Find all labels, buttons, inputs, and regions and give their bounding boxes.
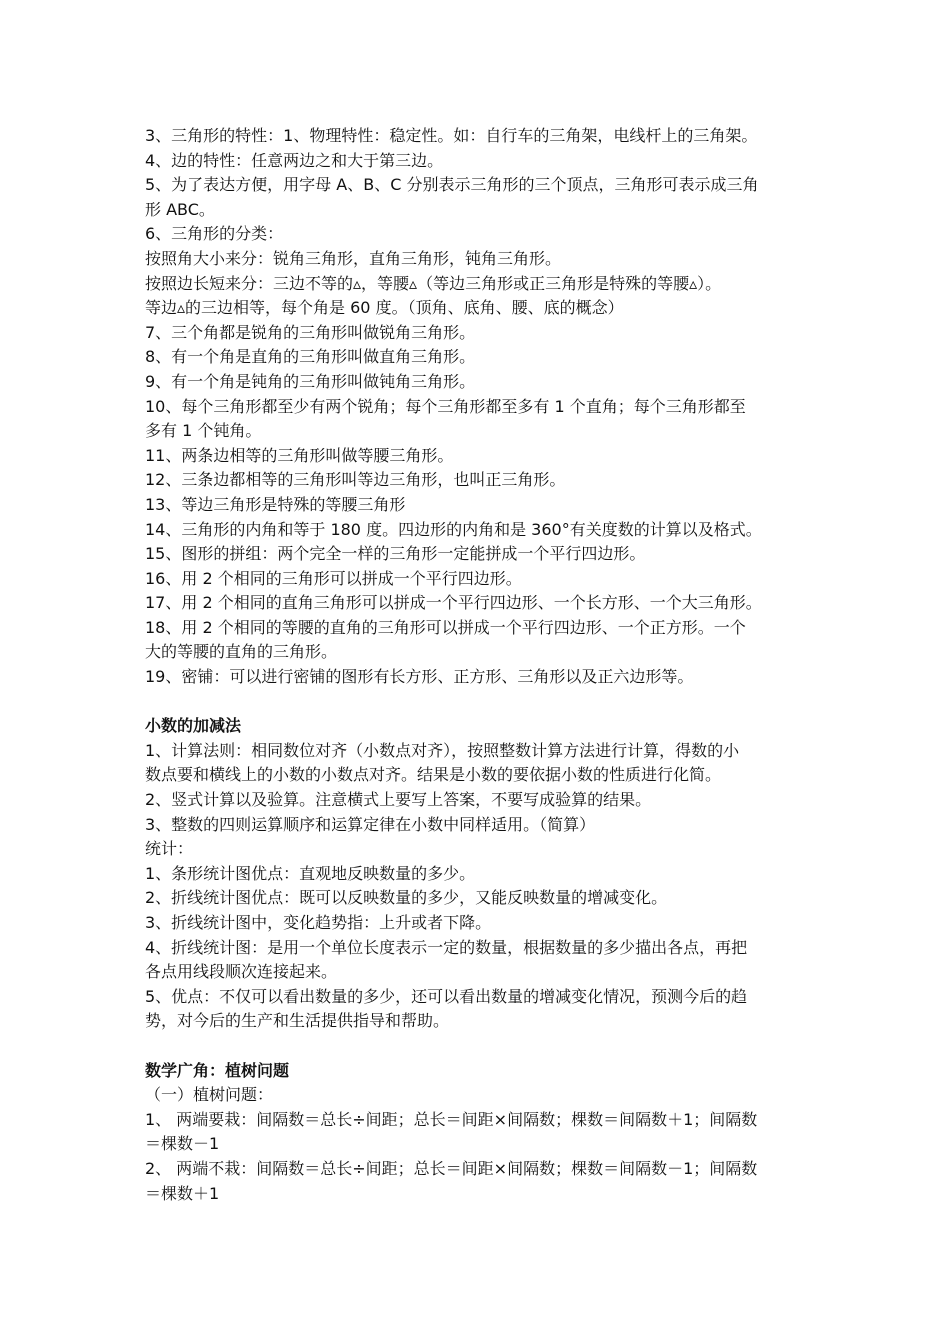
text-line: 3、整数的四则运算顺序和运算定律在小数中同样适用。（简算）	[145, 814, 596, 834]
text-line: 10、每个三角形都至少有两个锐角；每个三角形都至多有 1 个直角；每个三角形都至	[145, 396, 746, 416]
text-line: 等边▵的三边相等，每个角是 60 度。（顶角、底角、腰、底的概念）	[145, 298, 624, 318]
text-line: 1、条形统计图优点：直观地反映数量的多少。	[145, 863, 476, 883]
paragraph-gap	[145, 1034, 815, 1059]
text-line: 势，对今后的生产和生活提供指导和帮助。	[145, 1011, 450, 1031]
text-line: 8、有一个角是直角的三角形叫做直角三角形。	[145, 347, 476, 367]
text-line: 数点要和横线上的小数的小数点对齐。结果是小数的要依据小数的性质进行化简。	[145, 765, 722, 785]
text-line: 19、密铺：可以进行密铺的图形有长方形、正方形、三角形以及正六边形等。	[145, 667, 694, 687]
text-line: 各点用线段顺次连接起来。	[145, 962, 338, 982]
text-line: 1、计算法则：相同数位对齐（小数点对齐），按照整数计算方法进行计算，得数的小	[145, 740, 740, 760]
text-line: 形 ABC。	[145, 199, 215, 219]
section-tree-planting	[145, 1059, 815, 1207]
text-line: 14、三角形的内角和等于 180 度。四边形的内角和是 360°有关度数的计算以及格式。	[145, 519, 762, 539]
text-line: 按照边长短来分：三边不等的▵，等腰▵（等边三角形或正三角形是特殊的等腰▵）。	[145, 273, 722, 293]
text-line: ＝棵数＋1	[145, 1183, 220, 1203]
section-heading: 数学广角：植树问题	[145, 1060, 290, 1080]
section-heading: 小数的加减法	[145, 716, 242, 736]
text-line: 4、边的特性：任意两边之和大于第三边。	[145, 150, 444, 170]
text-line: 5、为了表达方便，用字母 A、B、C 分别表示三角形的三个顶点，三角形可表示成三角	[145, 175, 759, 195]
text-line: 5、优点：不仅可以看出数量的多少，还可以看出数量的增减变化情况，预测今后的趋	[145, 986, 748, 1006]
text-line: 6、三角形的分类：	[145, 224, 284, 244]
text-line: 12、三条边都相等的三角形叫等边三角形，也叫正三角形。	[145, 470, 566, 490]
text-line: 7、三个角都是锐角的三角形叫做锐角三角形。	[145, 322, 476, 342]
text-line: （一）植树问题：	[145, 1085, 274, 1105]
text-line: 2、折线统计图优点：既可以反映数量的多少，又能反映数量的增减变化。	[145, 888, 668, 908]
paragraph-gap	[145, 690, 815, 715]
text-line: 11、两条边相等的三角形叫做等腰三角形。	[145, 445, 454, 465]
document-page	[145, 124, 815, 1206]
text-line: ＝棵数－1	[145, 1134, 220, 1154]
section-triangle-properties	[145, 124, 815, 690]
text-line: 13、等边三角形是特殊的等腰三角形	[145, 494, 406, 514]
text-line: 9、有一个角是钝角的三角形叫做钝角三角形。	[145, 371, 476, 391]
text-line: 18、用 2 个相同的等腰的直角的三角形可以拼成一个平行四边形、一个正方形。一个	[145, 617, 746, 637]
section-decimal-add-subtract	[145, 714, 815, 1034]
text-line: 15、图形的拼组：两个完全一样的三角形一定能拼成一个平行四边形。	[145, 544, 646, 564]
text-line: 统计：	[145, 839, 194, 859]
text-line: 2、竖式计算以及验算。注意横式上要写上答案，不要写成验算的结果。	[145, 790, 652, 810]
text-line: 大的等腰的直角的三角形。	[145, 642, 338, 662]
text-line: 1、 两端要栽：间隔数＝总长÷间距；总长＝间距×间隔数；棵数＝间隔数＋1；间隔数	[145, 1109, 758, 1129]
text-line: 4、折线统计图：是用一个单位长度表示一定的数量，根据数量的多少描出各点，再把	[145, 937, 748, 957]
text-line: 多有 1 个钝角。	[145, 421, 262, 441]
text-line: 3、折线统计图中，变化趋势指：上升或者下降。	[145, 913, 492, 932]
text-line: 3、三角形的特性：1、物理特性：稳定性。如：自行车的三角架，电线杆上的三角架。	[145, 126, 758, 145]
text-line: 按照角大小来分：锐角三角形，直角三角形，钝角三角形。	[145, 248, 562, 268]
text-line: 2、 两端不栽：间隔数＝总长÷间距；总长＝间距×间隔数；棵数＝间隔数－1；间隔数	[145, 1158, 758, 1178]
text-line: 16、用 2 个相同的三角形可以拼成一个平行四边形。	[145, 568, 522, 588]
text-line: 17、用 2 个相同的直角三角形可以拼成一个平行四边形、一个长方形、一个大三角形。	[145, 593, 762, 613]
